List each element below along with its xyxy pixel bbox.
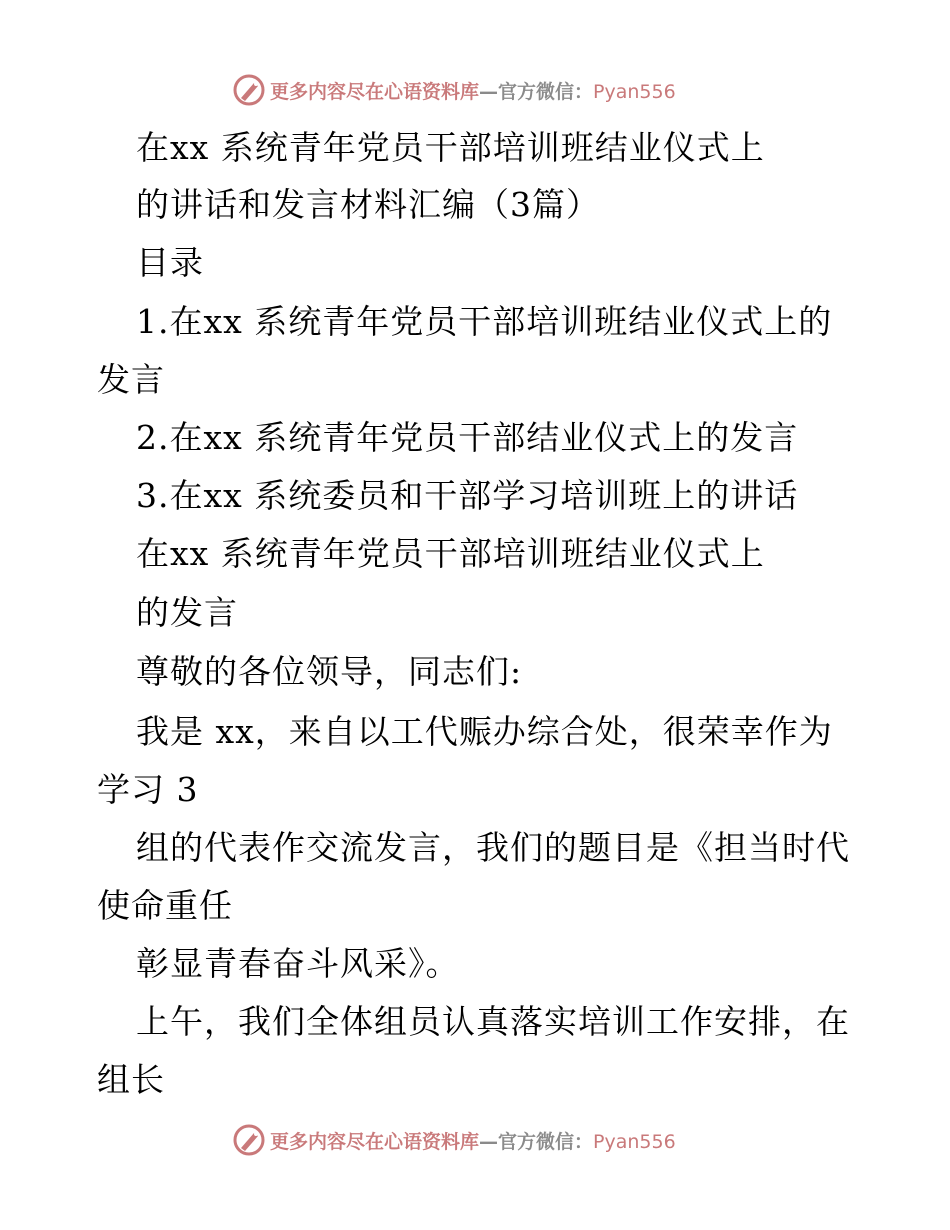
section-title-line-1: 在xx 系统青年党员干部培训班结业仪式上	[136, 534, 765, 573]
toc-item-1-cont: 发言	[97, 360, 165, 399]
watermark-sub-text: 官方微信：	[498, 1130, 594, 1153]
watermark-id-text: Pyan556	[593, 80, 676, 103]
watermark-main-text: 更多内容尽在心语资料库	[270, 80, 480, 103]
watermark-dash: —	[479, 1130, 499, 1153]
doc-title-line-1: 在xx 系统青年党员干部培训班结业仪式上	[136, 128, 765, 167]
paragraph-line: 我是 xx，来自以工代赈办综合处，很荣幸作为	[136, 712, 833, 751]
watermark-dash: —	[479, 80, 499, 103]
watermark-sub-text: 官方微信：	[498, 80, 594, 103]
toc-item-2: 2.在xx 系统青年党员干部结业仪式上的发言	[136, 418, 799, 457]
doc-title-line-2: 的讲话和发言材料汇编（3篇）	[136, 185, 600, 224]
paragraph-line: 学习 3	[97, 770, 199, 809]
pen-logo-icon	[232, 1123, 266, 1157]
watermark-banner-top	[0, 68, 950, 112]
section-title-line-2: 的发言	[136, 593, 238, 632]
pen-logo-icon	[232, 73, 266, 107]
toc-item-3: 3.在xx 系统委员和干部学习培训班上的讲话	[136, 476, 799, 515]
toc-item-1: 1.在xx 系统青年党员干部培训班结业仪式上的	[136, 302, 833, 341]
watermark-banner-bottom	[0, 1118, 950, 1162]
watermark-id-text: Pyan556	[593, 1130, 676, 1153]
paragraph-line: 组的代表作交流发言，我们的题目是《担当时代	[136, 828, 850, 867]
paragraph-line: 组长	[97, 1060, 165, 1099]
watermark-main-text: 更多内容尽在心语资料库	[270, 1130, 480, 1153]
toc-heading: 目录	[136, 243, 204, 282]
paragraph-line: 彰显青春奋斗风采》。	[136, 944, 460, 983]
salutation: 尊敬的各位领导，同志们:	[136, 652, 523, 691]
paragraph-line: 上午，我们全体组员认真落实培训工作安排，在	[136, 1002, 850, 1041]
paragraph-line: 使命重任	[97, 886, 233, 925]
